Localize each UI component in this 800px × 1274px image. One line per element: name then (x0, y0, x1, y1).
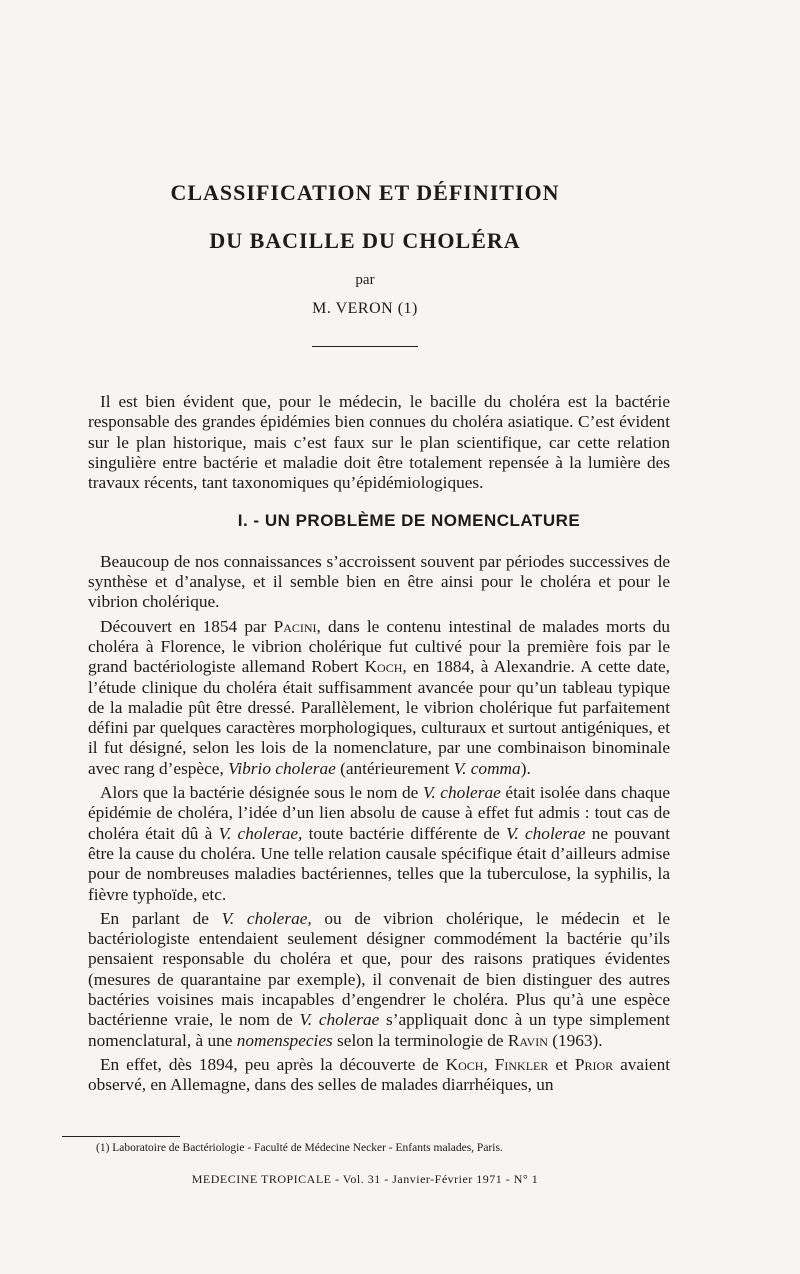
section-heading: I. - UN PROBLÈME DE NOMENCLATURE (237, 511, 581, 531)
text-run: , en 1884, à Alexandrie. A cette date, l’étude clinique du choléra était suffisamment avancée pour qu’un tableau typique de la maladie pût être dressé. Parallèlement, le vibrion cholérique fut parfaitement défini par quelques caractères morphologiques, culturaux et surtout antigéniques, et il fut désigné, selon les lois de la nomenclature, par une combinaison binominale avec rang d’espèce, (88, 657, 670, 778)
paragraph-3 (88, 783, 670, 905)
paragraph-4 (88, 909, 670, 1051)
text-run: En parlant de (100, 908, 222, 928)
author-ref-ravin: Ravin (507, 1030, 548, 1050)
species-name: V. cholerae, (218, 823, 303, 843)
text-run: , (483, 1054, 495, 1074)
text-run: avaient observé, en Allemagne, dans des selles de malades diarrhéiques, un (88, 1054, 671, 1095)
species-name: V. cholerae (506, 823, 586, 843)
by-line: par (355, 272, 375, 288)
author-ref-prior: Prior (574, 1054, 614, 1074)
species-name: V. cholerae (423, 783, 501, 803)
text-run: était isolée dans chaque épidémie de choléra, l’idée d’un lien absolu de cause à effet fut admis : tout cas de choléra était dû à (88, 783, 670, 843)
journal-footer: MEDECINE TROPICALE - Vol. 31 - Janvier-Février 1971 - N° 1 (191, 1172, 539, 1186)
text-run: ne pouvant être la cause du choléra. Une telle relation causale spécifique était d’ailleurs admise pour de nombreuses maladies bactériennes, telles que la tuberculose, la syphilis, la fièvre typhoïde, etc. (88, 823, 670, 904)
article-body (88, 392, 670, 1096)
species-name: V. comma (453, 758, 521, 778)
text-run: (antérieurement (335, 758, 454, 778)
author-name: M. VERON (1) (312, 300, 418, 317)
text-run: (1963). (547, 1030, 603, 1050)
text-run: En effet, dès 1894, peu après la découverte de (100, 1054, 446, 1074)
text-run: , dans le contenu intestinal de malades morts du choléra à Florence, le vibrion cholérique fut cultivé pour la première fois par le grand bactériologiste allemand Robert (88, 616, 670, 677)
paragraph-2 (88, 617, 670, 779)
species-name: V. cholerae (299, 1010, 380, 1030)
text-run: selon la terminologie de (332, 1030, 508, 1050)
text-run: ). (520, 758, 531, 778)
text-run: Alors que la bactérie désignée sous le nom de (100, 783, 423, 803)
term-nomenspecies: nomenspecies (236, 1030, 333, 1050)
text-run: Découvert en 1854 par (100, 616, 274, 636)
species-name: Vibrio cholerae (228, 758, 336, 778)
title-line-1: CLASSIFICATION ET DÉFINITION (170, 180, 560, 205)
title-rule (312, 346, 418, 347)
text-run: et (548, 1054, 575, 1074)
paragraph-5 (88, 1055, 670, 1096)
species-name: V. cholerae, (221, 908, 312, 928)
text-run: ou de vibrion cholérique, le médecin et le bactériologiste entendaient seulement désigner commodément la bactérie qu’ils pensaient responsable du choléra et que, pour des raisons pratiques évidentes (mesures de quarantaine par exemple), il convenait de bien distinguer des autres bactéries voisines mais incapables d’engendrer le choléra. Plus qu’à une espèce bactérienne vraie, le nom de (88, 908, 670, 1030)
author-ref-finkler: Finkler (494, 1054, 549, 1074)
title-line-2: DU BACILLE DU CHOLÉRA (209, 228, 521, 253)
abstract-paragraph: Il est bien évident que, pour le médecin, le bacille du choléra est la bactérie responsable des grandes épidémies bien connues du choléra asiatique. C’est évident sur le plan historique, mais c’est faux sur le plan scientifique, car cette relation singulière entre bactérie et maladie doit être totalement repensée à la lumière des travaux récents, tant taxonomiques qu’épidémiologiques. (88, 392, 670, 493)
footnote-rule (62, 1136, 180, 1137)
text-run: toute bactérie différente de (302, 823, 507, 843)
author-ref-koch: Koch (364, 657, 403, 677)
author-ref-pacini: Pacini (273, 616, 317, 636)
paragraph-1: Beaucoup de nos connaissances s’accroissent souvent par périodes successives de synthèse et d’analyse, et il semble bien en être ainsi pour le choléra et pour le vibrion cholérique. (88, 551, 670, 612)
author-ref-koch: Koch (445, 1054, 484, 1074)
footnote: (1) Laboratoire de Bactériologie - Faculté de Médecine Necker - Enfants malades, Paris. (96, 1142, 503, 1154)
text-run: s’appliquait donc à un type simplement nomenclatural, à une (88, 1010, 670, 1050)
